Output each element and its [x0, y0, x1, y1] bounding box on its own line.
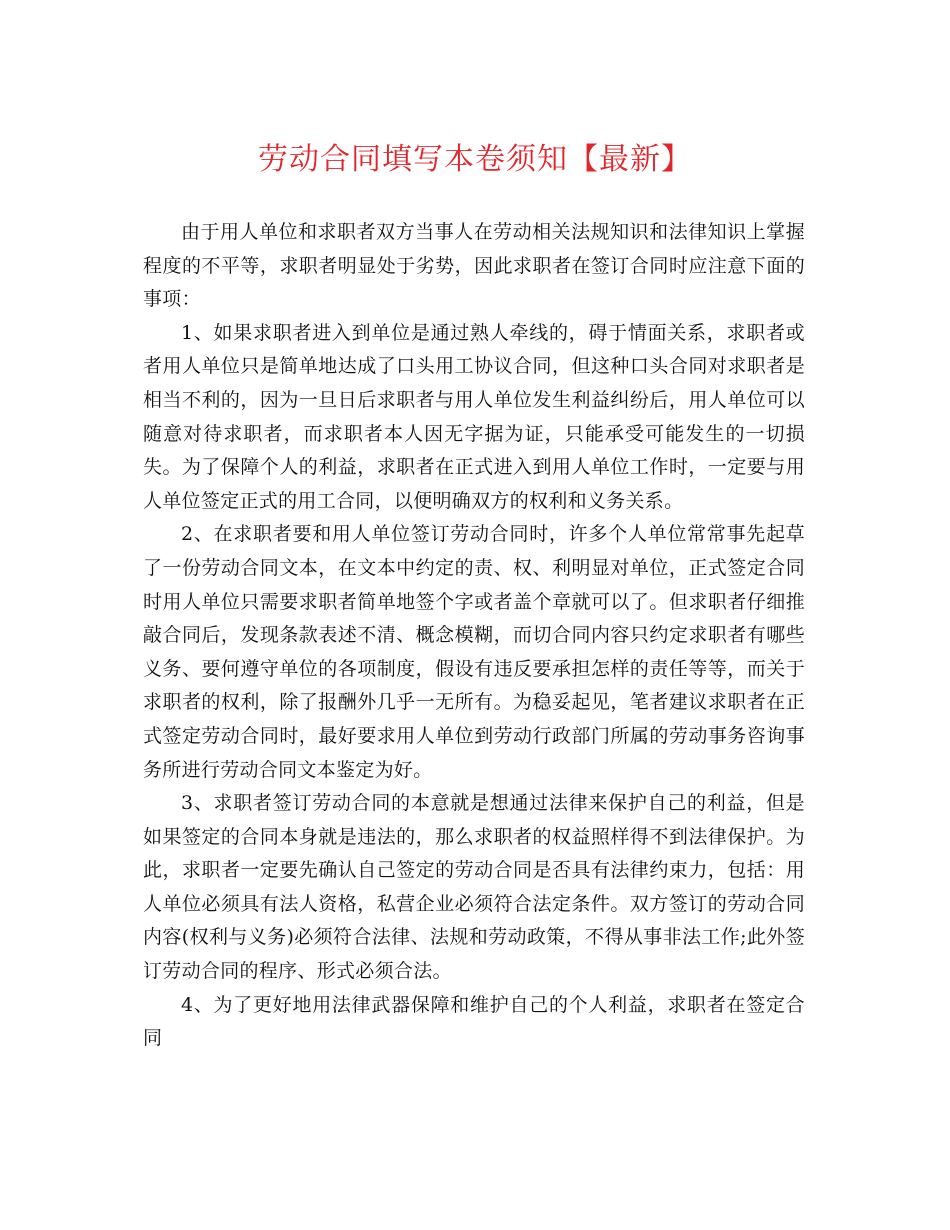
document-body — [143, 216, 805, 1056]
document-title: 劳动合同填写本卷须知【最新】 — [258, 142, 692, 177]
paragraph-item-2: 2、在求职者要和用人单位签订劳动合同时，许多个人单位常常事先起草了一份劳动合同文本，在文本中约定的责、权、利明显对单位，正式签定合同时用人单位只需要求职者简单地签个字或者盖个章就可以了。但求职者仔细推敲合同后，发现条款表述不清、概念模糊，而切合同内容只约定求职者有哪些义务、要何遵守单位的各项制度，假设有违反要承担怎样的责任等等，而关于求职者的权利，除了报酬外几乎一无所有。为稳妥起见，笔者建议求职者在正式签定劳动合同时，最好要求用人单位到劳动行政部门所属的劳动事务咨询事务所进行劳动合同文本鉴定为好。 — [143, 523, 805, 781]
paragraph-item-1: 1、如果求职者进入到单位是通过熟人牵线的，碍于情面关系，求职者或者用人单位只是简单地达成了口头用工协议合同，但这种口头合同对求职者是相当不利的，因为一旦日后求职者与用人单位发生利益纠纷后，用人单位可以随意对待求职者，而求职者本人因无字据为证，只能承受可能发生的一切损失。为了保障个人的利益，求职者在正式进入到用人单位工作时，一定要与用人单位签定正式的用工合同，以便明确双方的权利和义务关系。 — [143, 321, 805, 512]
paragraph-item-4: 4、为了更好地用法律武器保障和维护自己的个人利益，求职者在签定合同 — [143, 993, 805, 1050]
paragraph-intro: 由于用人单位和求职者双方当事人在劳动相关法规知识和法律知识上掌握程度的不平等，求职者明显处于劣势，因此求职者在签订合同时应注意下面的事项： — [143, 221, 805, 311]
paragraph-item-3: 3、求职者签订劳动合同的本意就是想通过法律来保护自己的利益，但是如果签定的合同本身就是违法的，那么求职者的权益照样得不到法律保护。为此，求职者一定要先确认自己签定的劳动合同是否具有法律约束力，包括：用人单位必须具有法人资格，私营企业必须符合法定条件。双方签订的劳动合同内容(权利与义务)必须符合法律、法规和劳动政策，不得从事非法工作;此外签订劳动合同的程序、形式必须合法。 — [143, 792, 805, 983]
